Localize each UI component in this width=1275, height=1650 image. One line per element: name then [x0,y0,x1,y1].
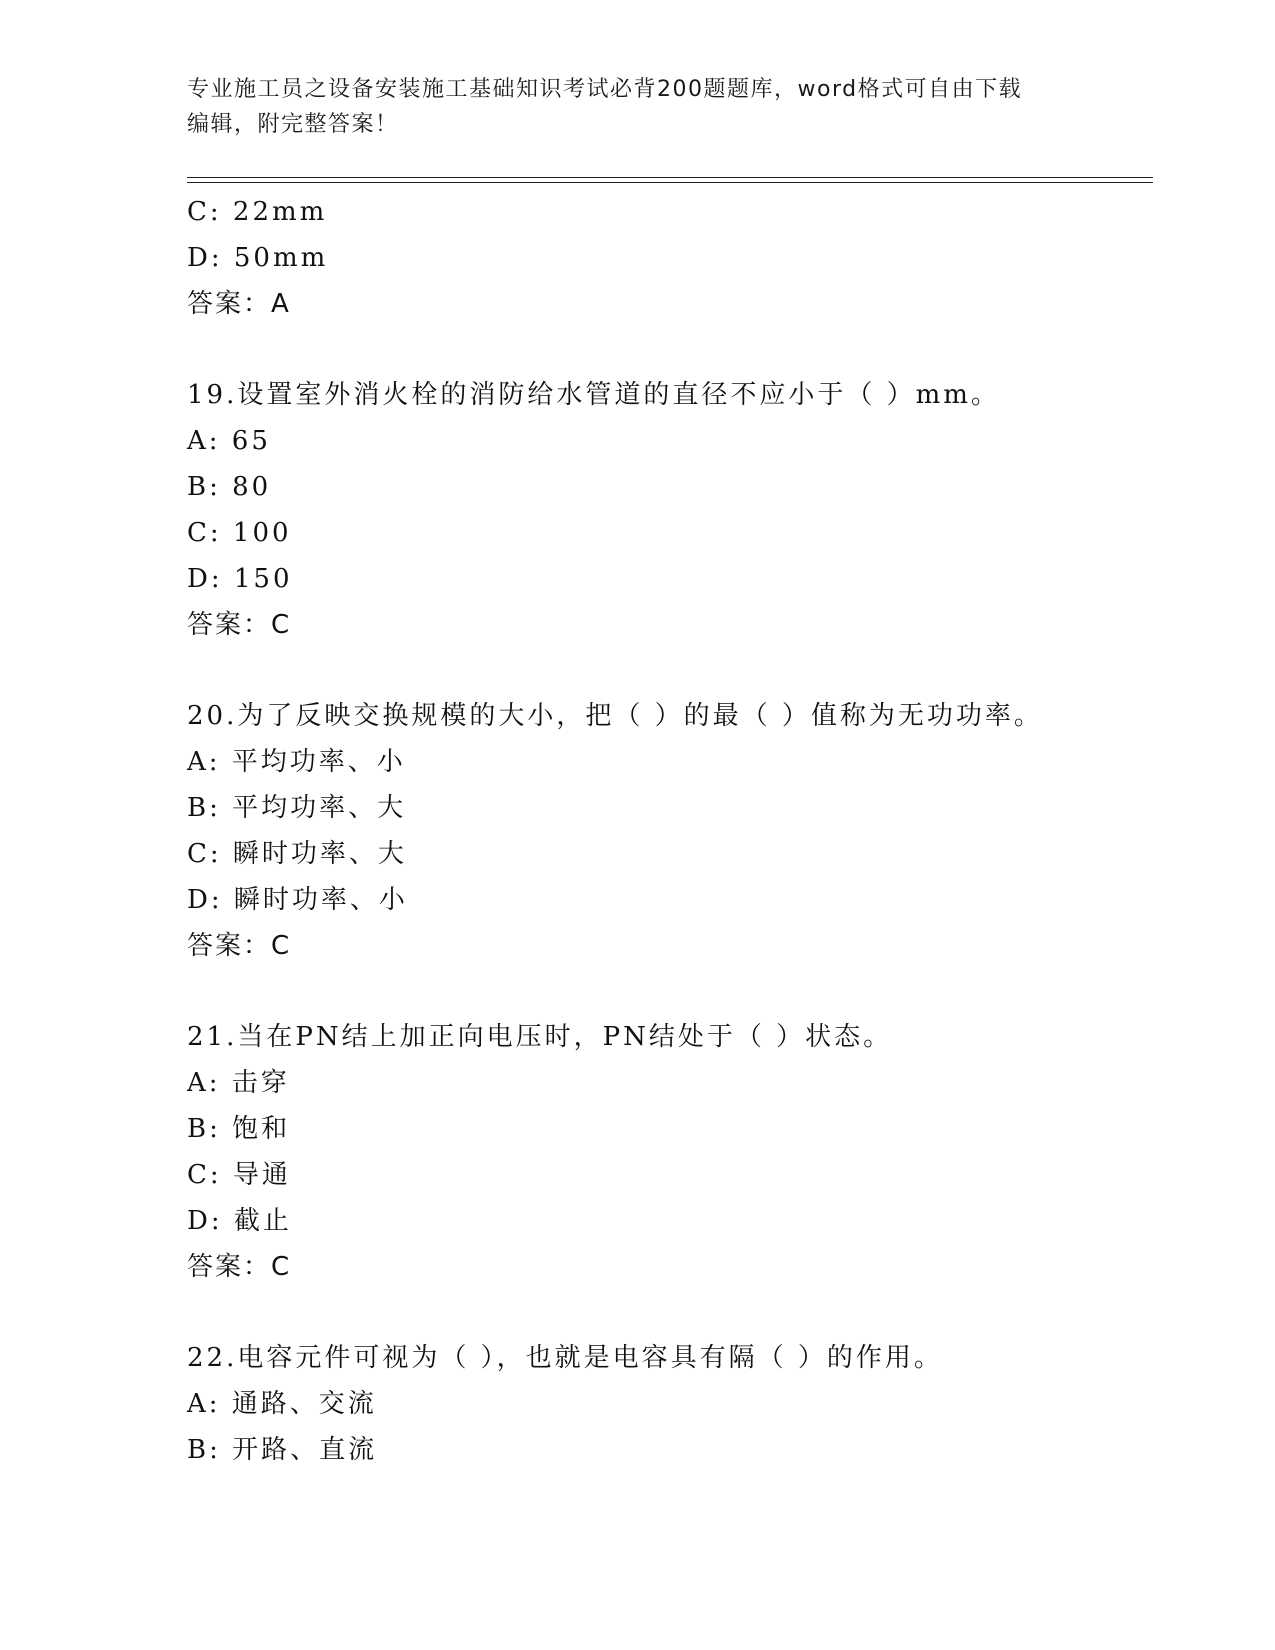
answer-line: 答案：C [187,610,292,640]
spacer [187,327,1153,372]
answer-line: 答案：C [187,931,292,961]
option-b: B: 平均功率、大 [187,793,407,823]
option-c: C: 导通 [187,1160,291,1190]
option-b: B: 开路、直流 [187,1435,378,1465]
question-stem: 21.当在PN结上加正向电压时，PN结处于（ ）状态。 [187,1022,893,1052]
option-a: A: 平均功率、小 [187,747,406,777]
option-c: C: 22mm [187,197,328,227]
option-a: A: 通路、交流 [187,1389,377,1419]
question-block-20 [187,693,1153,969]
question-stem: 22.电容元件可视为（ ），也就是电容具有隔（ ）的作用。 [187,1343,943,1373]
option-d: D: 瞬时功率、小 [187,885,408,915]
option-b: B: 饱和 [187,1114,291,1144]
option-a: A: 65 [187,426,271,456]
spacer [187,969,1153,1014]
header-line-2: 编辑，附完整答案！ [187,112,399,137]
question-list [187,189,1153,1473]
question-block-21 [187,1014,1153,1290]
question-stem: 20.为了反映交换规模的大小，把（ ）的最（ ）值称为无功功率。 [187,701,1043,731]
spacer [187,648,1153,693]
option-a: A: 击穿 [187,1068,290,1098]
option-c: C: 瞬时功率、大 [187,839,407,869]
header-divider-top [187,177,1153,178]
answer-line: 答案：A [187,289,291,319]
option-c: C: 100 [187,518,292,548]
answer-line: 答案：C [187,1252,292,1282]
option-d: D: 截止 [187,1206,292,1236]
option-d: D: 50mm [187,243,329,273]
question-stem: 19.设置室外消火栓的消防给水管道的直径不应小于（ ）mm。 [187,380,1000,410]
document-header [187,72,1067,142]
header-divider-bottom [187,182,1153,183]
option-b: B: 80 [187,472,272,502]
header-line-1: 专业施工员之设备安装施工基础知识考试必背200题题库，word格式可自由下载 [187,77,1023,102]
question-block-22 [187,1335,1153,1473]
option-d: D: 150 [187,564,293,594]
question-block-19 [187,372,1153,648]
spacer [187,1290,1153,1335]
question-block-18 [187,189,1153,327]
